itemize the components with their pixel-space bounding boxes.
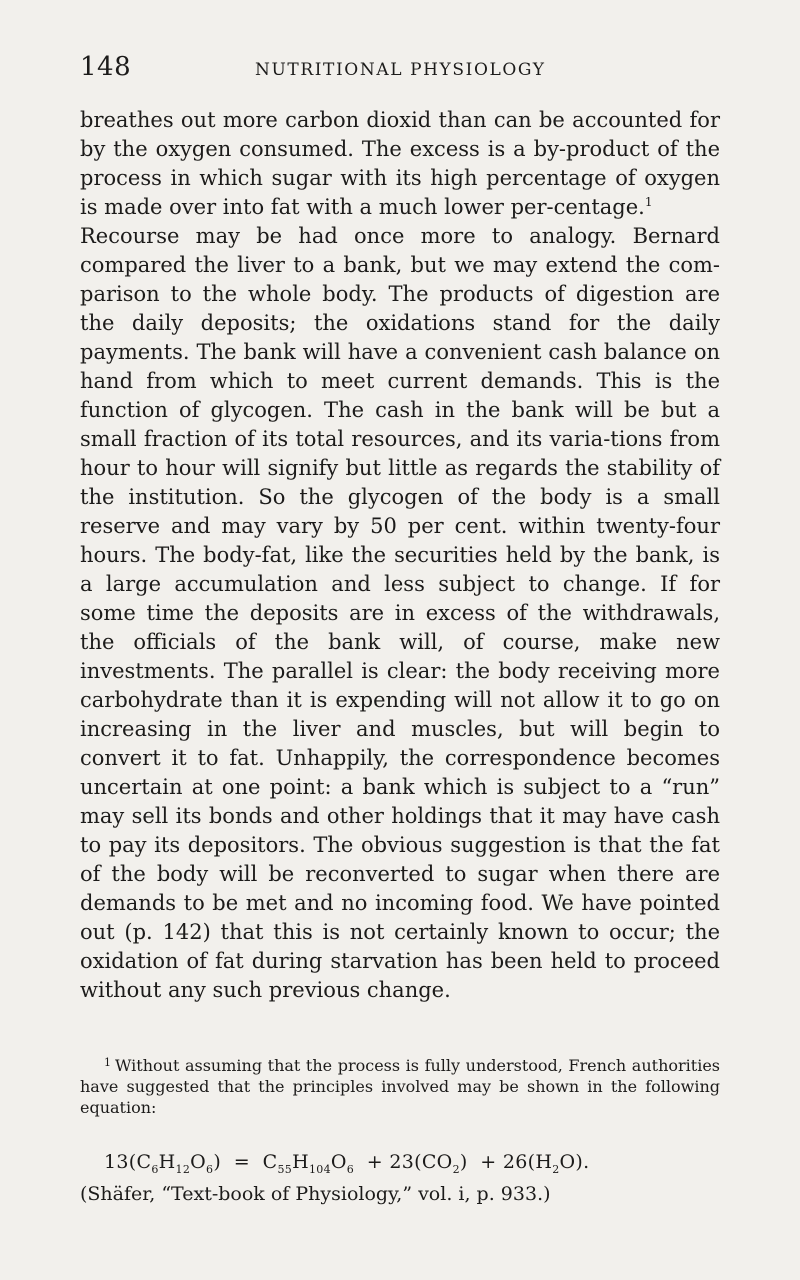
eq-sub: 6: [346, 1162, 355, 1176]
citation: (Shäfer, “Text-book of Physiology,” vol. i, p. 933.): [80, 1183, 551, 1205]
eq-part: ): [459, 1151, 468, 1173]
footnote-text: Without assuming that the process is fully understood, French authorities have suggested that the principles involved may be shown in the following equation:: [80, 1056, 720, 1117]
eq-part: H: [158, 1151, 176, 1173]
eq-part: O: [330, 1151, 347, 1173]
eq-sub: 104: [308, 1162, 331, 1176]
eq-part: H: [292, 1151, 309, 1173]
eq-sub: 12: [175, 1162, 191, 1176]
eq-sub: 2: [452, 1162, 460, 1176]
body-text: [80, 106, 720, 1005]
page-number: 148: [80, 52, 132, 82]
running-head: NUTRITIONAL PHYSIOLOGY: [255, 60, 546, 80]
eq-part: 26(H: [502, 1151, 553, 1173]
eq-part: 13(C: [104, 1151, 152, 1173]
chemical-equation: [104, 1150, 589, 1174]
eq-sub: 55: [277, 1162, 293, 1176]
eq-part: 23(CO: [389, 1151, 453, 1173]
eq-part: O: [190, 1151, 207, 1173]
eq-sub: 2: [552, 1162, 560, 1176]
paragraph-1-text: breathes out more carbon dioxid than can be accounted for by the oxygen consumed. The excess is a by-product of the process in which sugar with its high percentage of oxygen is made over into fat with a much lower per-centage.: [80, 108, 720, 219]
page-header: [80, 52, 720, 82]
footnote-marker: 1: [104, 1056, 111, 1069]
paragraph-2: Recourse may be had once more to analogy. Bernard compared the liver to a bank, but we may extend the com-parison to the whole body. The products of digestion are the daily deposits; the oxidations stand for the daily payments. The bank will have a convenient cash balance on hand from which to meet current demands. This is the function of glycogen. The cash in the bank will be but a small fraction of its total resources, and its varia-tions from hour to hour will signify but little as regards the stability of the institution. So the glycogen of the body is a small reserve and may vary by 50 per cent. within twenty-four hours. The body-fat, like the securities held by the bank, is a large accumulation and less subject to change. If for some time the deposits are in excess of the withdrawals, the officials of the bank will, of course, make new investments. The parallel is clear: the body receiving more carbohydrate than it is expending will not allow it to go on increasing in the liver and muscles, but will begin to convert it to fat. Unhappily, the correspondence becomes uncertain at one point: a bank which is subject to a “run” may sell its bonds and other holdings that it may have cash to pay its depositors. The obvious suggestion is that the fat of the body will be reconverted to sugar when there are demands to be met and no incoming food. We have pointed out (p. 142) that this is not certainly known to occur; the oxidation of fat during starvation has been held to proceed without any such previous change.: [80, 224, 720, 1002]
eq-sub: 6: [206, 1162, 214, 1176]
eq-plus: +: [366, 1151, 384, 1173]
footnote-text-block: [80, 1052, 720, 1118]
paragraph-1: [80, 106, 720, 222]
eq-part: O).: [559, 1151, 590, 1173]
footnote-reference: 1: [644, 195, 653, 209]
footnote: [80, 1052, 720, 1118]
eq-sub: 6: [151, 1162, 159, 1176]
eq-part: ): [213, 1151, 222, 1173]
eq-plus: +: [480, 1151, 497, 1173]
eq-equals: =: [233, 1151, 250, 1173]
eq-part: C: [262, 1151, 278, 1173]
